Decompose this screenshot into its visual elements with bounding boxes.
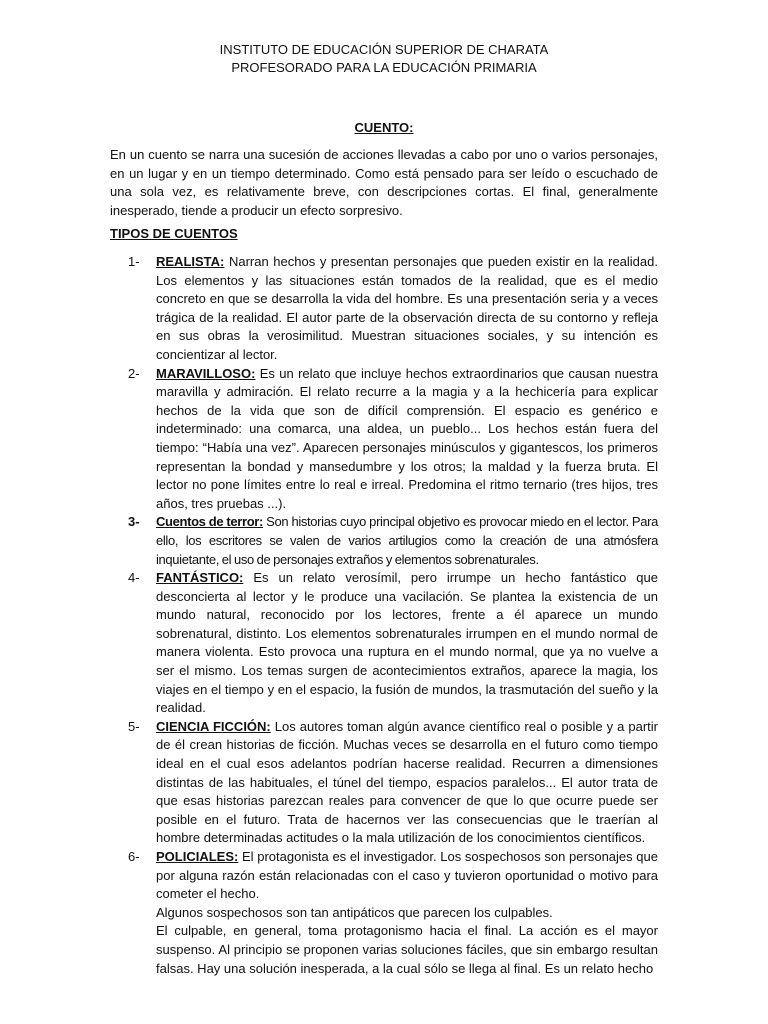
policiales-paragraph: El culpable, en general, toma protagonismo hacia el final. La acción es el mayor suspenso. Al principio se proponen varias soluciones fáciles, que sin embargo resultan falsas. Hay una solución inesperada, a la cual sólo se llega al final. Es un relato hecho — [156, 923, 658, 976]
term-description: Narran hechos y presentan personajes que pueden existir en la realidad. Los elementos y las situaciones están tomados de la realidad, que es el medio concreto en que se desarrolla la vida del hombre. Es una presentación seria y a veces trágica de la realidad. El autor parte de la observación directa de su contorno y refleja en sus obras la verosimilitud. Muestran situaciones sociales, y su intención es concientizar al lector. — [156, 254, 658, 362]
document-title: CUENTO: — [354, 120, 414, 135]
document-header — [0, 41, 768, 77]
list-item-realista — [110, 253, 658, 365]
intro-paragraph: En un cuento se narra una sucesión de acciones llevadas a cabo por uno o varios personajes, en un lugar y en un tiempo determinado. Como está pensado para ser leído o escuchado de una sola vez, es relativamente breve, con descripciones cortas. El final, generalmente inesperado, tiende a producir un efecto sorpresivo. — [110, 147, 658, 218]
term-label: POLICIALES: — [156, 849, 239, 864]
list-number: 2- — [128, 365, 140, 381]
term-label: FANTÁSTICO: — [156, 570, 244, 586]
term-description: Es un relato verosímil, pero irrumpe un hecho fantástico que desconcierta al lector y le produce una vacilación. Se plantea la existencia de un mundo natural, reconocido por los lectores, frente a él aparece un mundo sobrenatural, distinto. Los elementos sobrenaturales irrumpen en el mundo normal de manera violenta. Esto provoca una ruptura en el mundo normal, que ya no vuelve a ser el mismo. Los temas surgen de acontecimientos extraños, aparece la magia, los viajes en el tiempo y en el espacio, la fusión de mundos, la trasmutación del sueño y la realidad. — [156, 570, 658, 716]
list-item-fantastico — [110, 569, 658, 718]
list-item-maravilloso — [110, 365, 658, 514]
list-number: 5- — [128, 718, 140, 734]
term-description: Son historias cuyo principal objetivo es provocar miedo en el lector. Para ello, los escritores se valen de varios artilugios como la creación de una atmósfera inquietante, el uso de personajes extraños y elementos sobrenaturales. — [156, 514, 658, 567]
list-item-body — [156, 848, 658, 978]
list-item-body — [156, 718, 658, 848]
list-item-body — [156, 365, 658, 514]
story-types-list — [110, 253, 658, 978]
institution-name: INSTITUTO DE EDUCACIÓN SUPERIOR DE CHARATA — [219, 42, 549, 57]
list-item-policiales — [110, 848, 658, 978]
term-description: El protagonista es el investigador. Los sospechosos son personajes que por alguna razón están relacionadas con el caso y tuvieron oportunidad o motivo para cometer el hecho. — [156, 849, 658, 902]
term-label: CIENCIA FICCIÓN: — [156, 718, 271, 734]
list-number: 1- — [128, 254, 140, 269]
list-number: 6- — [128, 849, 140, 864]
list-item-terror — [110, 513, 658, 569]
term-label: REALISTA: — [156, 254, 225, 269]
list-item-ciencia-ficcion — [110, 718, 658, 848]
section-heading: TIPOS DE CUENTOS — [110, 226, 238, 241]
program-name: PROFESORADO PARA LA EDUCACIÓN PRIMARIA — [231, 60, 537, 75]
list-number: 3- — [128, 514, 140, 530]
term-description: Los autores toman algún avance científico real o posible y a partir de él crean historias de ficción. Muchas veces se desarrolla en el futuro como tiempo ideal en el cual esos adelantos podrían hacerse realidad. Recurren a dimensiones distintas de las habituales, el túnel del tiempo, espacios paralelos... El autor trata de que esas historias parezcan reales para convencer de que lo que ocurre puede ser posible en el futuro. Trata de hacernos ver las consecuencias que le traerían al hombre determinadas actitudes o la mala utilización de los conocimientos científicos. — [156, 718, 658, 846]
term-description: Es un relato que incluye hechos extraordinarios que causan nuestra maravilla y admiración. El relato recurre a la magia y a la hechicería para explicar hechos de la vida que son de difícil comprensión. El espacio es genérico e indeterminado: una comarca, una aldea, un pueblo... Los hechos están fuera del tiempo: “Había una vez”. Aparecen personajes minúsculos y gigantescos, los primeros representan la bondad y mansedumbre y los otros; la maldad y la fuerza bruta. El lector no pone límites entre lo real e irreal. Predomina el ritmo ternario (tres hijos, tres años, tres pruebas ...). — [156, 365, 658, 511]
policiales-paragraph: Algunos sospechosos son tan antipáticos que parecen los culpables. — [156, 904, 553, 920]
policiales-first-paragraph — [156, 848, 658, 904]
term-label: Cuentos de terror: — [156, 514, 263, 530]
list-number: 4- — [128, 570, 140, 586]
list-item-body — [156, 253, 658, 365]
term-label: MARAVILLOSO: — [156, 365, 256, 381]
list-item-body — [156, 569, 658, 718]
list-item-body — [156, 513, 658, 569]
